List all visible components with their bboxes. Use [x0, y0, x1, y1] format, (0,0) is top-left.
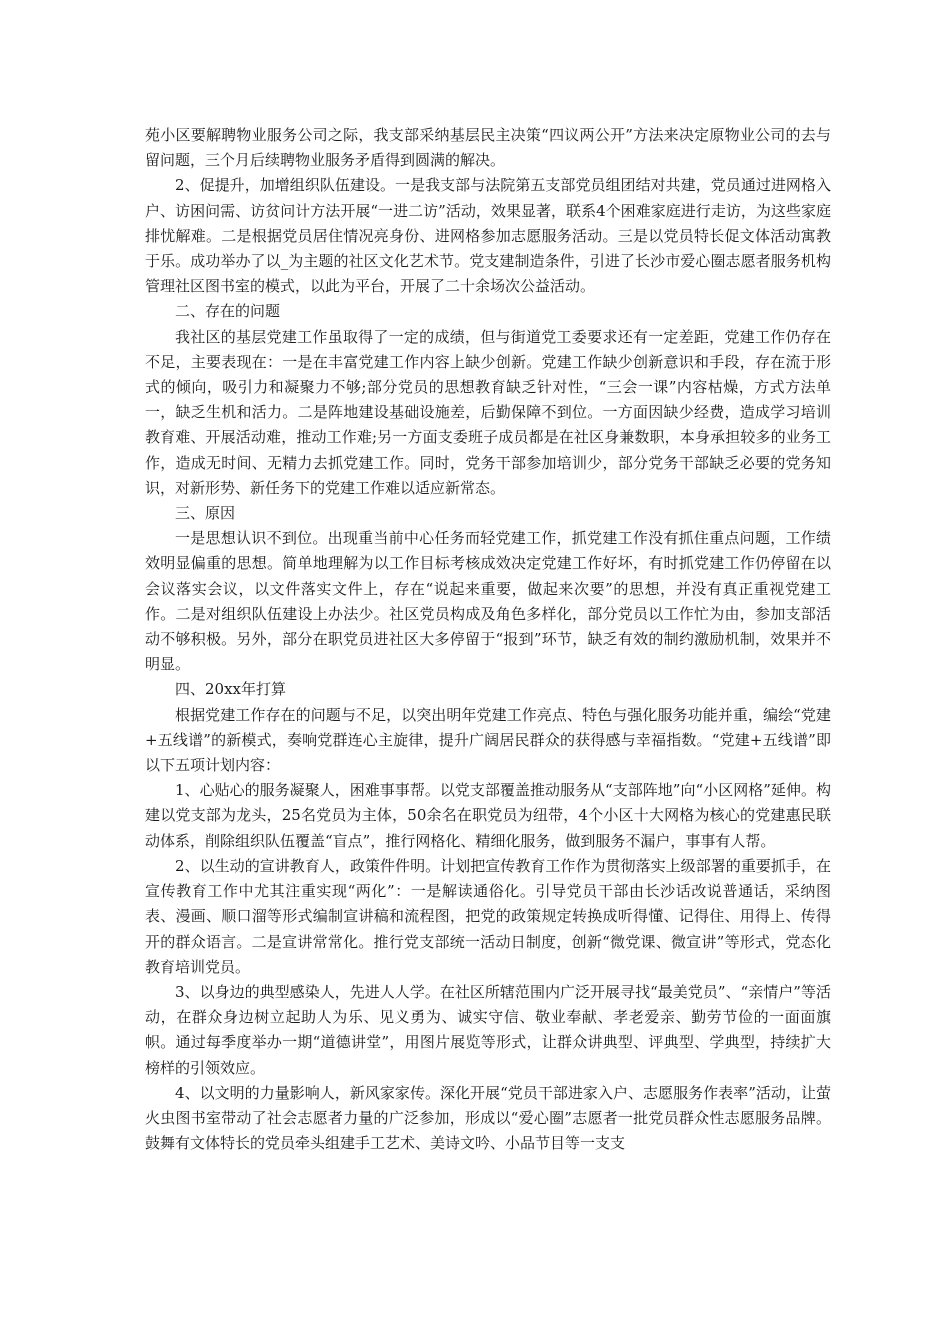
- body-paragraph: 3、以身边的典型感染人，先进人人学。在社区所辖范围内广泛开展寻找“最美党员”、“亲情户”等活动，在群众身边树立起助人为乐、见义勇为、诚实守信、敬业奉献、孝老爱亲、勤劳节俭的一面面旗帜。通过每季度举办一期“道德讲堂”，用图片展览等形式，让群众讲典型、评典型、学典型，持续扩大榜样的引领效应。: [145, 982, 831, 1077]
- body-paragraph: 一是思想认识不到位。出现重当前中心任务而轻党建工作，抓党建工作没有抓住重点问题，工作绩效明显偏重的思想。简单地理解为以工作目标考核成效决定党建工作好坏，有时抓党建工作仍停留在以会议落实会议，以文件落实文件上，存在“说起来重要，做起来次要”的思想，并没有真正重视党建工作。二是对组织队伍建设上办法少。社区党员构成及角色多样化，部分党员以工作忙为由，参加支部活动不够积极。另外，部分在职党员进社区大多停留于“报到”环节，缺乏有效的制约激励机制，效果并不明显。: [145, 529, 831, 674]
- body-paragraph: 我社区的基层党建工作虽取得了一定的成绩，但与街道党工委要求还有一定差距，党建工作仍存在不足，主要表现在：一是在丰富党建工作内容上缺少创新。党建工作缺少创新意识和手段，存在流于形式的倾向，吸引力和凝聚力不够;部分党员的思想教育缺乏针对性，“三会一课”内容枯燥，方式方法单一，缺乏生机和活力。二是阵地建设基础设施差，后勤保障不到位。一方面因缺少经费，造成学习培训教育难、开展活动难，推动工作难;另一方面支委班子成员都是在社区身兼数职，本身承担较多的业务工作，造成无时间、无精力去抓党建工作。同时，党务干部参加培训少，部分党务干部缺乏必要的党务知识，对新形势、新任务下的党建工作难以适应新常态。: [145, 327, 831, 497]
- body-paragraph: 4、以文明的力量影响人，新风家家传。深化开展“党员干部进家入户、志愿服务作表率”活动，让萤火虫图书室带动了社会志愿者力量的广泛参加，形成以“爱心圈”志愿者一批党员群众性志愿服务品牌。鼓舞有文体特长的党员牵头组建手工艺术、美诗文吟、小品节目等一支支: [145, 1083, 831, 1153]
- body-paragraph: 1、心贴心的服务凝聚人，困难事事帮。以党支部覆盖推动服务从“支部阵地”向“小区网格”延伸。构建以党支部为龙头，25名党员为主体，50余名在职党员为纽带，4个小区十大网格为核心的党建惠民联动体系，削除组织队伍覆盖“盲点”，推行网格化、精细化服务，做到服务不漏户，事事有人帮。: [145, 781, 831, 850]
- body-paragraph: 根据党建工作存在的问题与不足，以突出明年党建工作亮点、特色与强化服务功能并重，编绘“党建+五线谱”的新模式，奏响党群连心主旋律，提升广阔居民群众的获得感与幸福指数。“党建+五线谱”即以下五项计划内容：: [145, 705, 831, 775]
- body-paragraph: 2、以生动的宣讲教育人，政策件件明。计划把宣传教育工作作为贯彻落实上级部署的重要抓手，在宣传教育工作中尤其注重实现“两化”：一是解读通俗化。引导党员干部由长沙话改说普通话，采纳图表、漫画、顺口溜等形式编制宣讲稿和流程图，把党的政策规定转换成听得懂、记得住、用得上、传得开的群众语言。二是宣讲常常化。推行党支部统一活动日制度，创新“微党课、微宣讲”等形式，党态化教育培训党员。: [145, 856, 831, 976]
- body-paragraph: 2、促提升，加增组织队伍建设。一是我支部与法院第五支部党员组团结对共建，党员通过进网格入户、访困问需、访贫问计方法开展“一进二访”活动，效果显著，联系4个困难家庭进行走访，为这些家庭排忧解难。二是根据党员居住情况亮身份、进网格参加志愿服务活动。三是以党员特长促文体活动寓教于乐。成功举办了以_为主题的社区文化艺术节。党支建制造条件，引进了长沙市爱心圈志愿者服务机构管理社区图书室的模式，以此为平台，开展了二十余场次公益活动。: [145, 176, 831, 296]
- section-heading: 四、20xx年打算: [175, 680, 287, 699]
- section-heading: 三、原因: [175, 504, 236, 523]
- body-paragraph: 苑小区要解聘物业服务公司之际，我支部采纳基层民主决策“四议两公开”方法来决定原物业公司的去与留问题，三个月后续聘物业服务矛盾得到圆满的解决。: [145, 126, 831, 170]
- document-body: [145, 123, 831, 1156]
- section-heading: 二、存在的问题: [175, 302, 281, 321]
